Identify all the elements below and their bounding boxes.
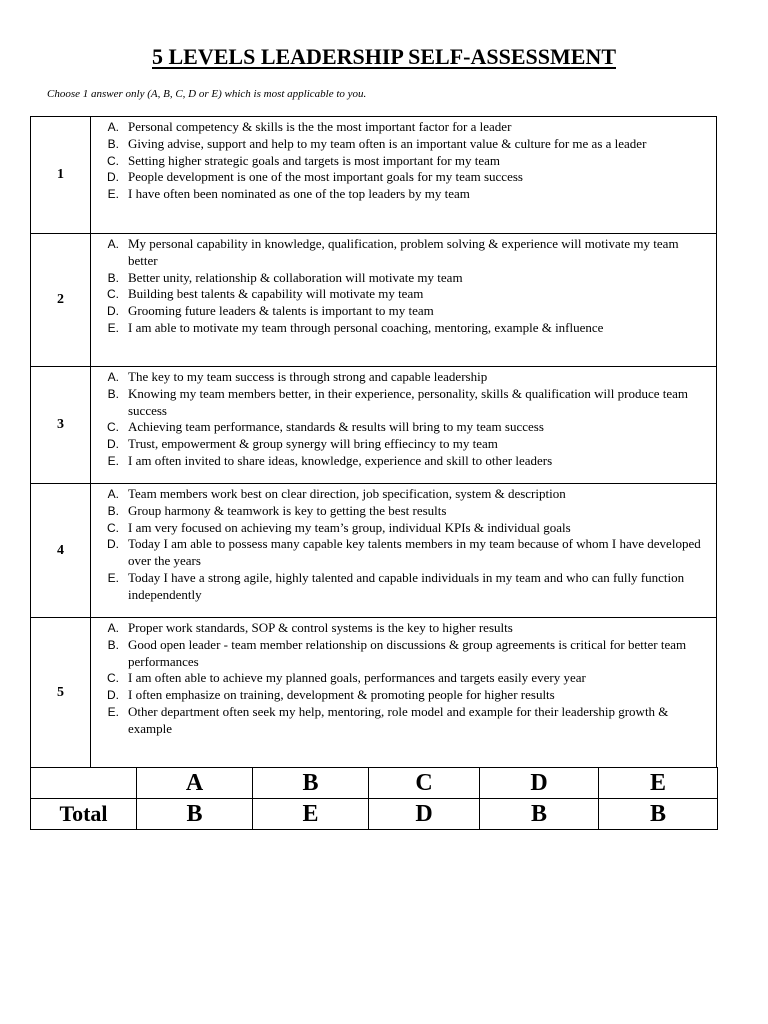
option-item [91,620,710,637]
option-letter: D. [107,537,119,552]
totals-value-cell: B [480,799,599,830]
level-number: 2 [31,234,91,367]
option-letter: E. [107,187,119,202]
level-options-cell [91,484,717,618]
level-number: 3 [31,367,91,484]
option-text: Setting higher strategic goals and targets is most important for my team [128,152,500,168]
option-letter: A. [107,237,119,251]
option-item [91,704,710,738]
option-letter: E. [107,570,119,585]
option-text: I have often been nominated as one of the top leaders by my team [128,186,470,202]
option-item [91,419,710,436]
option-text: I often emphasize on training, development & promoting people for higher results [128,687,555,703]
option-text: Good open leader - team member relationship on discussions & group agreements is critical for better team performances [128,636,687,669]
option-letter: B. [107,637,119,652]
option-item [91,670,710,687]
level-options-cell [91,367,717,484]
totals-header-cell: D [480,768,599,799]
option-item [91,119,710,136]
totals-header-cell: A [137,768,253,799]
option-letter: C. [107,420,119,435]
page-title-text: 5 LEVELS LEADERSHIP SELF-ASSESSMENT [152,44,616,69]
totals-value-cell: B [599,799,718,830]
option-item [91,169,710,186]
option-item [91,369,710,386]
option-text: I am often invited to share ideas, knowledge, experience and skill to other leaders [128,452,553,468]
option-item [91,386,710,420]
option-item [91,320,710,337]
totals-corner-cell [31,768,137,799]
level-row-1 [31,117,717,234]
option-letter: D. [107,170,119,185]
option-list [91,234,716,342]
option-list [91,367,716,475]
option-item [91,270,710,287]
option-text: Group harmony & teamwork is key to getting the best results [128,502,447,518]
page-title [0,44,768,70]
level-number: 1 [31,117,91,234]
level-row-4 [31,484,717,618]
totals-value-row [31,799,718,830]
option-letter: A. [107,120,119,134]
totals-header-cell: E [599,768,718,799]
option-item [91,536,710,570]
option-item [91,186,710,203]
option-list [91,484,716,609]
totals-value-cell: B [137,799,253,830]
option-text: Building best talents & capability will motivate my team [128,286,424,302]
option-item [91,436,710,453]
option-item [91,520,710,537]
totals-value-cell: D [369,799,480,830]
option-letter: C. [107,520,119,535]
option-text: Personal competency & skills is the the most important factor for a leader [128,119,512,134]
option-letter: D. [107,304,119,319]
level-options-cell [91,618,717,768]
option-text: Giving advise, support and help to my team often is an important value & culture for me as a leader [128,135,647,151]
option-letter: E. [107,704,119,719]
level-row-2 [31,234,717,367]
option-letter: A. [107,621,119,635]
totals-label: Total [31,799,137,830]
level-number: 4 [31,484,91,618]
option-text: Better unity, relationship & collaboration will motivate my team [128,269,463,285]
option-item [91,136,710,153]
option-text: Today I am able to possess many capable key talents members in my team because of whom I have developed over the years [128,536,701,569]
option-item [91,453,710,470]
level-row-5 [31,618,717,768]
option-text: I am very focused on achieving my team’s group, individual KPIs & individual goals [128,519,571,535]
option-letter: A. [107,487,119,501]
option-text: Other department often seek my help, mentoring, role model and example for their leadership growth & example [128,703,669,736]
option-text: Achieving team performance, standards & results will bring to my team success [128,419,544,435]
level-options-cell [91,234,717,367]
option-item [91,486,710,503]
option-list [91,117,716,208]
option-text: Grooming future leaders & talents is important to my team [128,303,434,319]
option-text: I am able to motivate my team through personal coaching, mentoring, example & influence [128,319,604,335]
option-item [91,687,710,704]
level-number: 5 [31,618,91,768]
option-text: I am often able to achieve my planned goals, performances and targets easily every year [128,670,586,686]
option-item [91,503,710,520]
option-letter: C. [107,153,119,168]
option-letter: A. [107,370,119,384]
option-text: Proper work standards, SOP & control systems is the key to higher results [128,620,513,635]
totals-value-cell: E [253,799,369,830]
option-text: The key to my team success is through strong and capable leadership [128,369,488,384]
option-text: Team members work best on clear direction, job specification, system & description [128,486,566,501]
option-letter: B. [107,503,119,518]
level-options-cell [91,117,717,234]
option-letter: D. [107,688,119,703]
option-letter: E. [107,320,119,335]
option-item [91,570,710,604]
totals-header-row [31,768,718,799]
option-list [91,618,716,743]
option-text: My personal capability in knowledge, qualification, problem solving & experience will motivate my team better [128,236,679,268]
option-text: Trust, empowerment & group synergy will bring effiecincy to my team [128,436,498,452]
option-letter: C. [107,287,119,302]
option-item [91,236,710,270]
option-letter: B. [107,386,119,401]
level-row-3 [31,367,717,484]
option-item [91,637,710,671]
option-letter: D. [107,437,119,452]
option-letter: B. [107,136,119,151]
instruction-text: Choose 1 answer only (A, B, C, D or E) which is most applicable to you. [47,88,367,100]
totals-table [30,767,718,830]
option-text: People development is one of the most important goals for my team success [128,169,523,185]
option-text: Today I have a strong agile, highly talented and capable individuals in my team and who can fully function independently [128,569,685,602]
option-letter: C. [107,671,119,686]
option-item [91,286,710,303]
totals-header-cell: C [369,768,480,799]
option-item [91,303,710,320]
totals-header-cell: B [253,768,369,799]
option-item [91,153,710,170]
option-text: Knowing my team members better, in their experience, personality, skills & qualification will produce team success [128,385,689,418]
option-letter: E. [107,453,119,468]
assessment-table [30,116,717,768]
option-letter: B. [107,270,119,285]
